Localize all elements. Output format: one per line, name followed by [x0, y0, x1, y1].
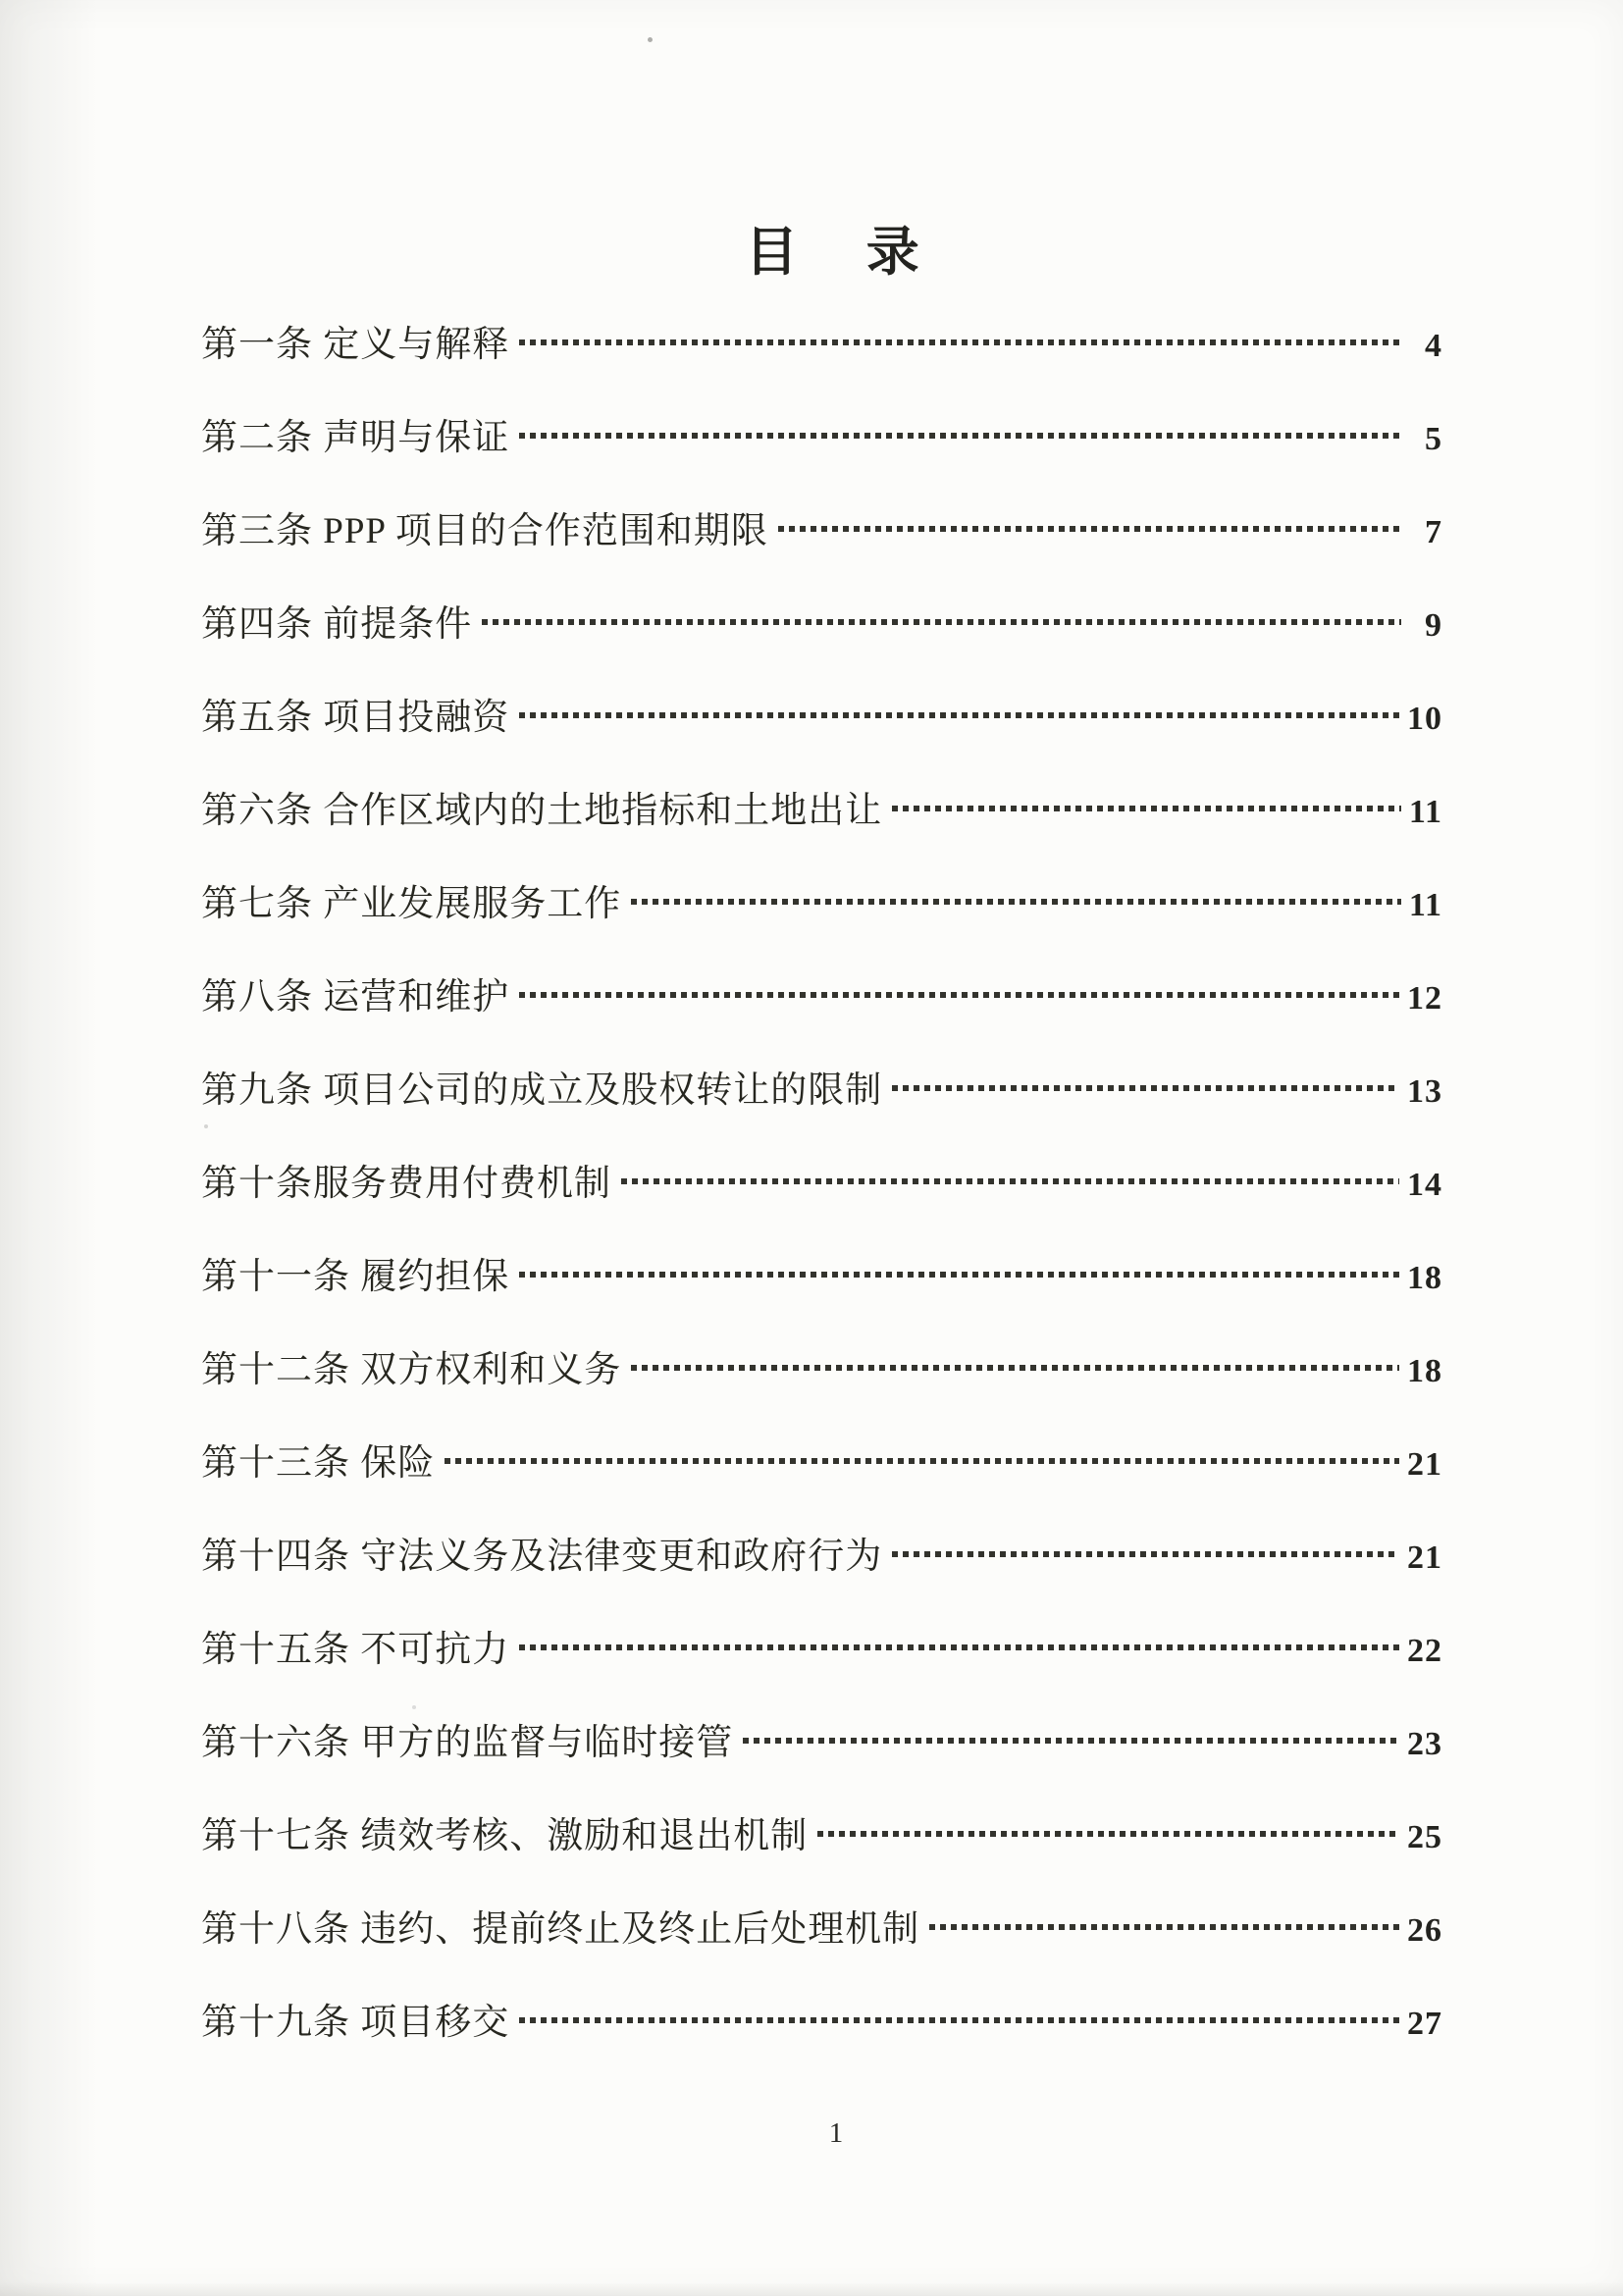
- toc-entry: [201, 1526, 1442, 1577]
- toc-entry: [201, 1619, 1442, 1670]
- toc-entry-label: 第二条 声明与保证: [201, 418, 510, 458]
- footer-page-number: 1: [828, 2117, 844, 2149]
- toc-entry-label: 第十九条 项目移交: [201, 2003, 510, 2043]
- toc-entry-page: 10: [1407, 701, 1442, 737]
- toc-entry: [201, 1805, 1442, 1856]
- toc-leader-dots: [892, 806, 1401, 811]
- toc-entry-page: 11: [1408, 887, 1442, 923]
- toc-entry-page: 9: [1425, 607, 1442, 644]
- toc-leader-dots: [778, 526, 1401, 532]
- scan-edge-bottom-shading: [0, 2282, 1623, 2296]
- toc-entry-label: 第十六条 甲方的监督与临时接管: [201, 1723, 734, 1763]
- page-title: 目 录: [745, 223, 921, 282]
- toc-leader-dots: [929, 1924, 1399, 1930]
- toc-leader-dots: [631, 899, 1401, 905]
- toc-entry: [201, 1899, 1442, 1950]
- toc-entry-page: 25: [1407, 1819, 1442, 1855]
- scan-speck: [648, 37, 653, 42]
- toc-leader-dots: [519, 712, 1399, 718]
- toc-entry: [201, 314, 1442, 365]
- toc-entry-page: 7: [1425, 514, 1442, 550]
- toc-leader-dots: [892, 1085, 1399, 1091]
- toc-leader-dots: [817, 1831, 1399, 1837]
- toc-entry-label: 第六条 合作区域内的土地指标和土地出让: [201, 791, 883, 831]
- toc-entry-page: 26: [1407, 1912, 1442, 1949]
- toc-entry-page: 18: [1407, 1353, 1442, 1389]
- toc-entry-label: 第七条 产业发展服务工作: [201, 884, 622, 924]
- toc-leader-dots: [621, 1178, 1399, 1184]
- toc-leader-dots: [445, 1458, 1399, 1464]
- toc-entry-label: 第十二条 双方权利和义务: [201, 1350, 622, 1390]
- toc-leader-dots: [482, 619, 1401, 625]
- toc-entry: [201, 780, 1442, 831]
- toc-leader-dots: [519, 1272, 1399, 1278]
- scan-edge-shading: [0, 0, 98, 2296]
- toc-entry: [201, 1433, 1442, 1484]
- toc-leader-dots: [519, 2017, 1399, 2023]
- toc-entry: [201, 1339, 1442, 1390]
- toc-entry: [201, 1153, 1442, 1204]
- toc-entry: [201, 407, 1442, 458]
- scan-speck: [412, 1705, 416, 1709]
- toc-entry-page: 14: [1407, 1167, 1442, 1203]
- toc-entry-page: 5: [1425, 421, 1442, 457]
- toc-entry-label: 第三条 PPP 项目的合作范围和期限: [201, 511, 768, 551]
- scan-speck: [204, 1124, 208, 1128]
- toc-entry-page: 12: [1407, 980, 1442, 1017]
- toc-entry: [201, 873, 1442, 924]
- toc-entry-label: 第十五条 不可抗力: [201, 1630, 510, 1670]
- toc-entry-page: 4: [1425, 328, 1442, 364]
- toc-leader-dots: [892, 1551, 1399, 1557]
- toc-leader-dots: [519, 992, 1399, 998]
- toc-entry-label: 第五条 项目投融资: [201, 698, 510, 738]
- toc-entry-label: 第四条 前提条件: [201, 604, 473, 645]
- toc-entry-label: 第九条 项目公司的成立及股权转让的限制: [201, 1070, 883, 1111]
- toc-entry: [201, 1060, 1442, 1111]
- toc-entry-label: 第八条 运营和维护: [201, 977, 510, 1018]
- toc-entry-page: 18: [1407, 1260, 1442, 1296]
- toc-entry: [201, 1712, 1442, 1763]
- toc-entry: [201, 500, 1442, 551]
- toc-leader-dots: [631, 1365, 1399, 1371]
- toc-entry-page: 21: [1407, 1539, 1442, 1576]
- toc-entry: [201, 594, 1442, 645]
- toc-entry-label: 第十三条 保险: [201, 1443, 436, 1484]
- toc-entry-page: 27: [1407, 2006, 1442, 2042]
- toc-entry-label: 第十七条 绩效考核、激励和退出机制: [201, 1816, 809, 1856]
- toc-entry-page: 13: [1407, 1073, 1442, 1110]
- toc-entry-page: 21: [1407, 1446, 1442, 1483]
- toc-entry-page: 22: [1407, 1633, 1442, 1669]
- toc-entry: [201, 966, 1442, 1018]
- toc-entry-label: 第一条 定义与解释: [201, 325, 510, 365]
- toc-entry: [201, 687, 1442, 738]
- toc-entry-label: 第十四条 守法义务及法律变更和政府行为: [201, 1537, 883, 1577]
- toc-entry: [201, 1246, 1442, 1297]
- toc-entry-label: 第十一条 履约担保: [201, 1257, 510, 1297]
- toc-entry-page: 11: [1408, 794, 1442, 830]
- toc-leader-dots: [519, 1644, 1399, 1650]
- toc-leader-dots: [519, 339, 1401, 345]
- toc-list: [201, 314, 1442, 2043]
- toc-entry-page: 23: [1407, 1726, 1442, 1762]
- toc-entry-label: 第十八条 违约、提前终止及终止后处理机制: [201, 1909, 920, 1950]
- toc-leader-dots: [743, 1738, 1399, 1744]
- toc-entry: [201, 1992, 1442, 2043]
- toc-leader-dots: [519, 433, 1401, 439]
- toc-entry-label: 第十条服务费用付费机制: [201, 1164, 611, 1204]
